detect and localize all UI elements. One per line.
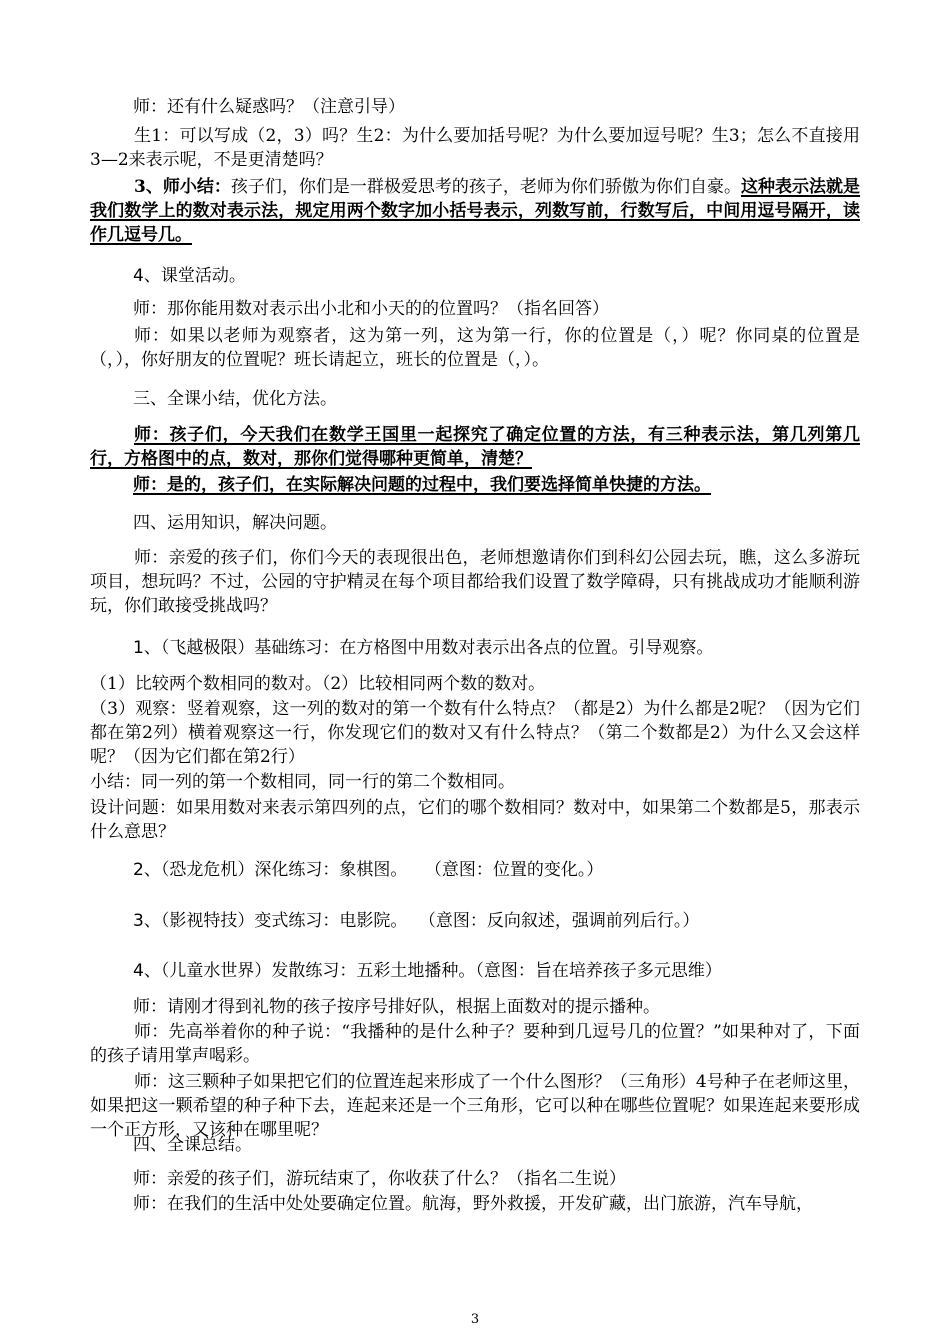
heading-exercise-2 bbox=[90, 858, 860, 882]
heading-exercise-4 bbox=[90, 959, 860, 983]
paragraph-what-learned: 师：亲爱的孩子们，游玩结束了，你收获了什么？（指名二生说） bbox=[133, 1169, 626, 1189]
paragraph-observation: （3）观察：竖着观察，这一列的数对的第一个数有什么特点？（都是2）为什么都是2呢？（因为它们都在第2列）横着观察这一行，你发现它们的数对又有什么特点？（第二个数都是2）为什么又会这样呢？（因为它们都在第2行） bbox=[90, 699, 860, 767]
paragraph-park-invitation: 师：亲爱的孩子们，你们今天的表现很出色，老师想邀请你们到科幻公园去玩，瞧，这么多游玩项目，想玩吗？不过，公园的守护精灵在每个项目都给我们设置了数学障碍，只有挑战成功才能顺利游玩，你们敢接受挑战吗？ bbox=[90, 548, 860, 616]
heading-final-summary: 四、全课总结。 bbox=[133, 1135, 252, 1155]
page-number: 3 bbox=[470, 1312, 480, 1327]
paragraph-seed-statement: 师：先高举着你的种子说：“我播种的是什么种子？要种到几逗号几的位置？”如果种对了，下面的孩子请用掌声喝彩。 bbox=[90, 1022, 860, 1066]
exercise-2-title: 2、（恐龙危机）深化练习：象棋图。 bbox=[133, 860, 408, 880]
summary-label: 3、师小结： bbox=[134, 177, 231, 197]
summary-definition: 这种表示法就是我们数学上的数对表示法，规定用两个数字加小括号表示，列数写前，行数写后，中间用逗号隔开，读作几逗号几。 bbox=[90, 177, 861, 245]
paragraph-choose-simple: 师：是的，孩子们，在实际解决问题的过程中，我们要选择简单快捷的方法。 bbox=[133, 475, 711, 495]
paragraph-observer-position: 师：如果以老师为观察者，这为第一列，这为第一行，你的位置是（，）呢？你同桌的位置是（，），你好朋友的位置呢？班长请起立，班长的位置是（，）。 bbox=[90, 326, 860, 370]
paragraph-ask-position: 师：那你能用数对表示出小北和小天的的位置吗？（指名回答） bbox=[133, 299, 609, 319]
heading-exercise-3 bbox=[90, 909, 860, 933]
paragraph-shape-question: 师：这三颗种子如果把它们的位置连起来形成了一个什么图形？（三角形）4号种子在老师这里，如果把这一颗希望的种子种下去，连起来还是一个三角形，它可以种在哪些位置呢？如果连起来要形成一个正方形，又该种在哪里呢？ bbox=[90, 1072, 860, 1140]
paragraph-life-positions: 师：在我们的生活中处处要确定位置。航海，野外救援，开发矿藏，出门旅游，汽车导航， bbox=[133, 1194, 813, 1214]
heading-lesson-summary: 三、全课小结，优化方法。 bbox=[133, 389, 337, 409]
heading-exercise-1: 1、（飞越极限）基础练习：在方格图中用数对表示出各点的位置。引导观察。 bbox=[133, 638, 714, 658]
paragraph-line-up: 师：请刚才得到礼物的孩子按序号排好队，根据上面数对的提示播种。 bbox=[133, 997, 660, 1017]
paragraph-student-answers: 生1：可以写成（2，3）吗？生2：为什么要加括号呢？为什么要加逗号呢？生3；怎么不直接用3—2来表示呢，不是更清楚吗？ bbox=[90, 126, 860, 170]
exercise-4-note: 五彩土地播种。（意图：旨在培养孩子多元思维） bbox=[356, 961, 722, 981]
exercise-3-note: （意图：反向叙述，强调前列后行。） bbox=[427, 911, 700, 931]
exercise-4-title: 4、（儿童水世界）发散练习： bbox=[133, 961, 357, 981]
summary-text: 孩子们，你们是一群极爱思考的孩子，老师为你们骄傲为你们自豪。 bbox=[230, 177, 741, 197]
paragraph-mini-summary: 小结：同一列的第一个数相同，同一行的第二个数相同。 bbox=[90, 772, 515, 792]
heading-apply-knowledge: 四、运用知识，解决问题。 bbox=[133, 513, 337, 533]
paragraph-design-question: 设计问题：如果用数对来表示第四列的点，它们的哪个数相同？数对中，如果第二个数都是5，那表示什么意思？ bbox=[90, 798, 860, 842]
heading-class-activity: 4、课堂活动。 bbox=[133, 266, 246, 286]
paragraph-teacher-summary bbox=[90, 175, 860, 247]
paragraph-teacher-question: 师：还有什么疑惑吗？（注意引导） bbox=[133, 97, 405, 117]
exercise-2-note: （意图：位置的变化。） bbox=[433, 860, 604, 880]
paragraph-three-methods: 师：孩子们，今天我们在数学王国里一起探究了确定位置的方法，有三种表示法，第几列第几行，方格图中的点，数对，那你们觉得哪种更简单，清楚？ bbox=[90, 425, 860, 469]
paragraph-compare-pairs: （1）比较两个数相同的数对。（2）比较相同两个数的数对。 bbox=[90, 674, 546, 694]
exercise-3-title: 3、（影视特技）变式练习：电影院。 bbox=[133, 911, 408, 931]
